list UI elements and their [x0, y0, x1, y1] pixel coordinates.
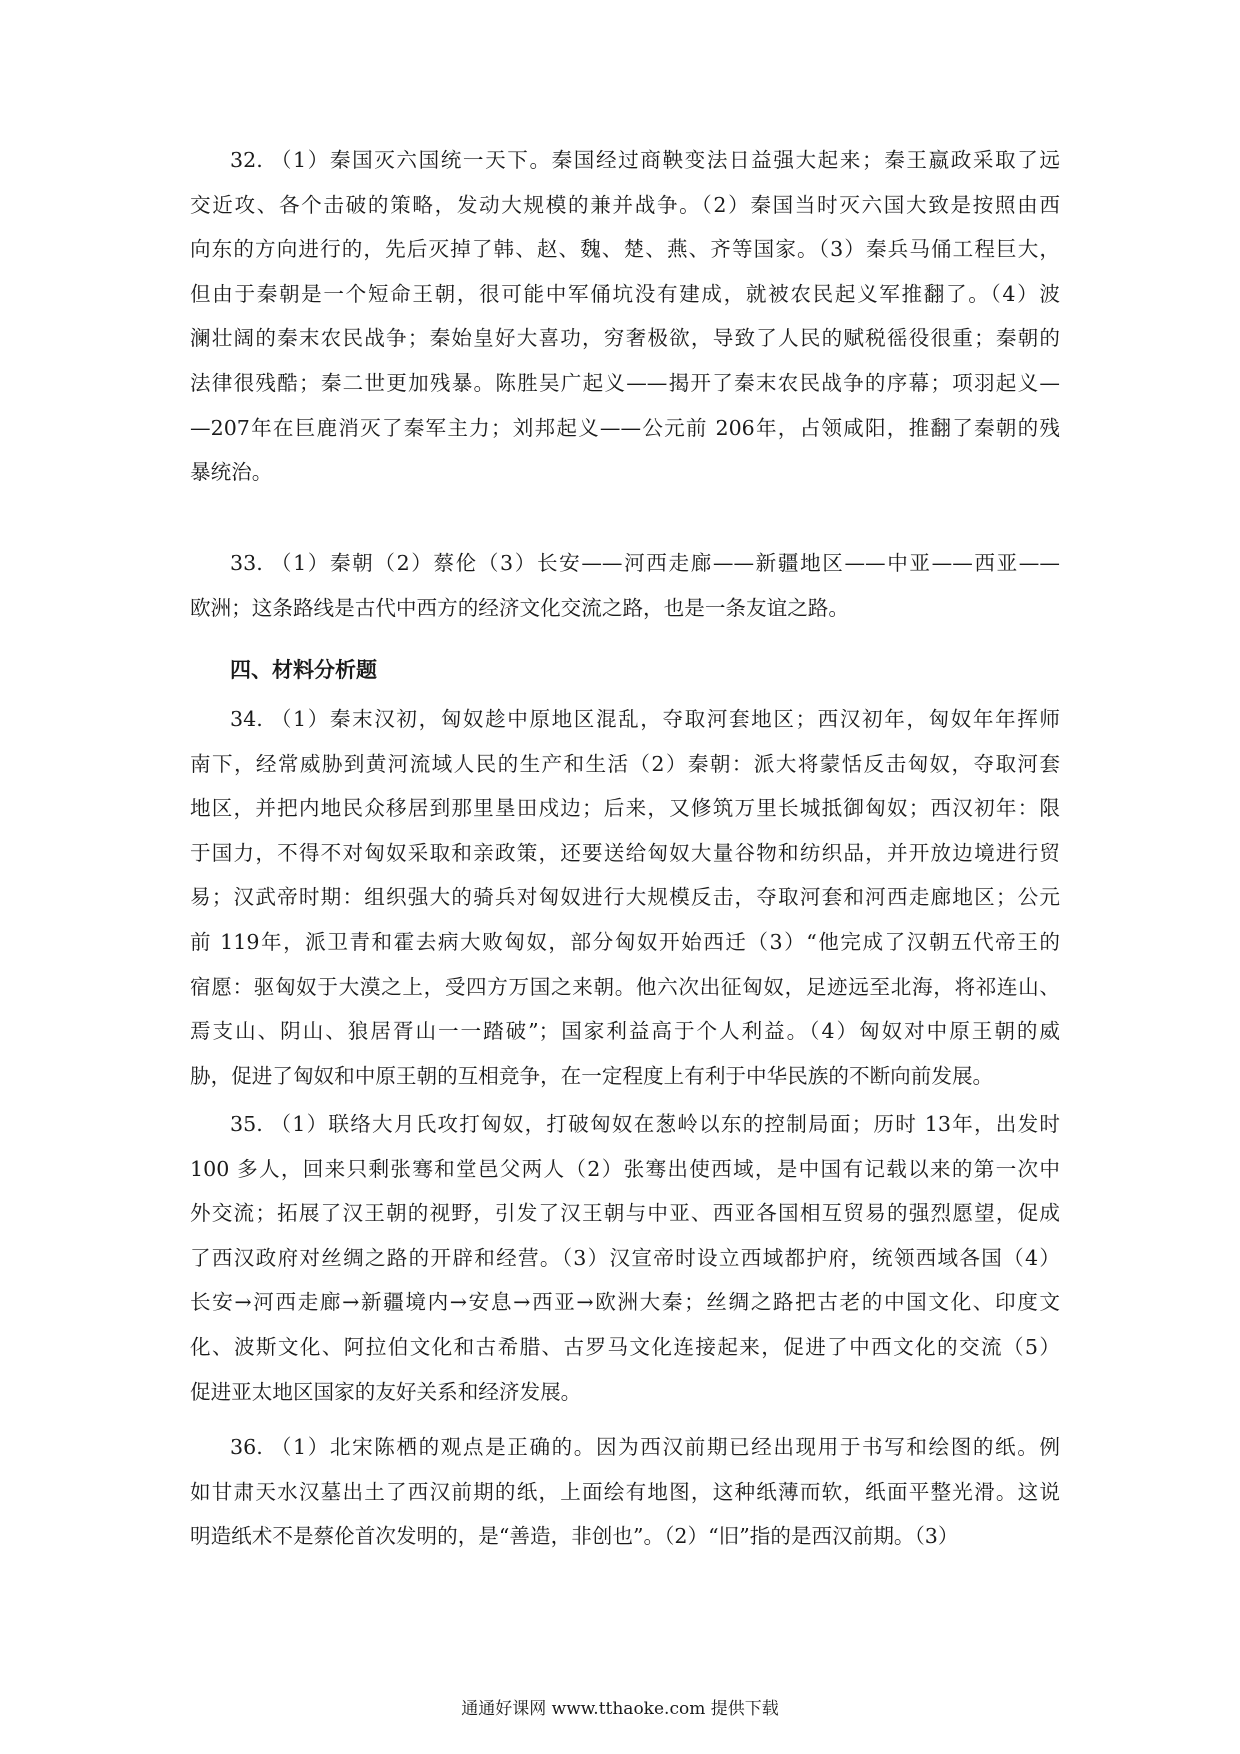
page-footer: 通通好课网 www.tthaoke.com 提供下载 — [461, 1699, 779, 1719]
text-line: —207年在巨鹿消灭了秦军主力；刘邦起义——公元前 206年，占领咸阳，推翻了秦朝的残 — [190, 415, 1060, 440]
section-heading: 四、材料分析题 — [230, 658, 377, 682]
text-line: 促进亚太地区国家的友好关系和经济发展。 — [190, 1379, 582, 1404]
text-line: 35. （1）联络大月氏攻打匈奴，打破匈奴在葱岭以东的控制局面；历时 13年，出发时 — [230, 1112, 1060, 1136]
text-line: 100 多人，回来只剩张骞和堂邑父两人（2）张骞出使西域，是中国有记载以来的第一次中 — [190, 1156, 1060, 1181]
text-line: 36. （1）北宋陈栖的观点是正确的。因为西汉前期已经出现用于书写和绘图的纸。例 — [230, 1435, 1060, 1459]
text-line: 明造纸术不是蔡伦首次发明的，是“善造，非创也”。（2）“旧”指的是西汉前期。（3） — [190, 1524, 959, 1549]
text-line: 暴统治。 — [190, 460, 273, 485]
text-line: 南下，经常威胁到黄河流域人民的生产和生活（2）秦朝：派大将蒙恬反击匈奴，夺取河套 — [190, 751, 1060, 776]
text-line: 地区，并把内地民众移居到那里垦田戍边；后来，又修筑万里长城抵御匈奴；西汉初年：限 — [190, 796, 1060, 821]
text-line: 易；汉武帝时期：组织强大的骑兵对匈奴进行大规模反击，夺取河套和河西走廊地区；公元 — [190, 885, 1060, 910]
text-line: 了西汉政府对丝绸之路的开辟和经营。（3）汉宣帝时设立西域都护府，统领西域各国（4） — [190, 1245, 1060, 1270]
text-line: 化、波斯文化、阿拉伯文化和古希腊、古罗马文化连接起来，促进了中西文化的交流（5） — [190, 1335, 1060, 1359]
text-line: 33. （1）秦朝（2）蔡伦（3）长安——河西走廊——新疆地区——中亚——西亚—— — [230, 551, 1060, 575]
text-line: 澜壮阔的秦末农民战争；秦始皇好大喜功，穷奢极欲，导致了人民的赋税徭役很重；秦朝的 — [190, 326, 1060, 351]
text-line: 焉支山、阴山、狼居胥山一一踏破”；国家利益高于个人利益。（4）匈奴对中原王朝的威 — [190, 1019, 1060, 1044]
text-line: 法律很残酷；秦二世更加残暴。陈胜吴广起义——揭开了秦末农民战争的序幕；项羽起义— — [190, 371, 1060, 395]
text-line: 如甘肃天水汉墓出土了西汉前期的纸，上面绘有地图，这种纸薄而软，纸面平整光滑。这说 — [190, 1479, 1060, 1504]
text-line: 外交流；拓展了汉王朝的视野，引发了汉王朝与中亚、西亚各国相互贸易的强烈愿望，促成 — [190, 1201, 1060, 1226]
text-line: 交近攻、各个击破的策略，发动大规模的兼并战争。（2）秦国当时灭六国大致是按照由西 — [190, 192, 1060, 217]
text-line: 34. （1）秦末汉初，匈奴趁中原地区混乱，夺取河套地区；西汉初年，匈奴年年挥师 — [230, 707, 1060, 731]
text-line: 32. （1）秦国灭六国统一天下。秦国经过商鞅变法日益强大起来；秦王嬴政采取了远 — [230, 148, 1060, 172]
text-line: 胁，促进了匈奴和中原王朝的互相竞争，在一定程度上有利于中华民族的不断向前发展。 — [190, 1063, 994, 1088]
text-line: 宿愿：驱匈奴于大漠之上，受四方万国之来朝。他六次出征匈奴，足迹远至北海，将祁连山、 — [190, 974, 1060, 999]
text-line: 于国力，不得不对匈奴采取和亲政策，还要送给匈奴大量谷物和纺织品，并开放边境进行贸 — [190, 840, 1060, 865]
text-line: 长安→河西走廊→新疆境内→安息→西亚→欧洲大秦；丝绸之路把古老的中国文化、印度文 — [190, 1290, 1060, 1315]
text-line: 前 119年，派卫青和霍去病大败匈奴，部分匈奴开始西迁（3）“他完成了汉朝五代帝王的 — [190, 930, 1060, 954]
text-line: 向东的方向进行的，先后灭掉了韩、赵、魏、楚、燕、齐等国家。（3）秦兵马俑工程巨大， — [190, 237, 1060, 262]
text-line: 但由于秦朝是一个短命王朝，很可能中军俑坑没有建成，就被农民起义军推翻了。（4）波 — [190, 281, 1060, 306]
text-line: 欧洲；这条路线是古代中西方的经济文化交流之路，也是一条友谊之路。 — [190, 595, 849, 620]
